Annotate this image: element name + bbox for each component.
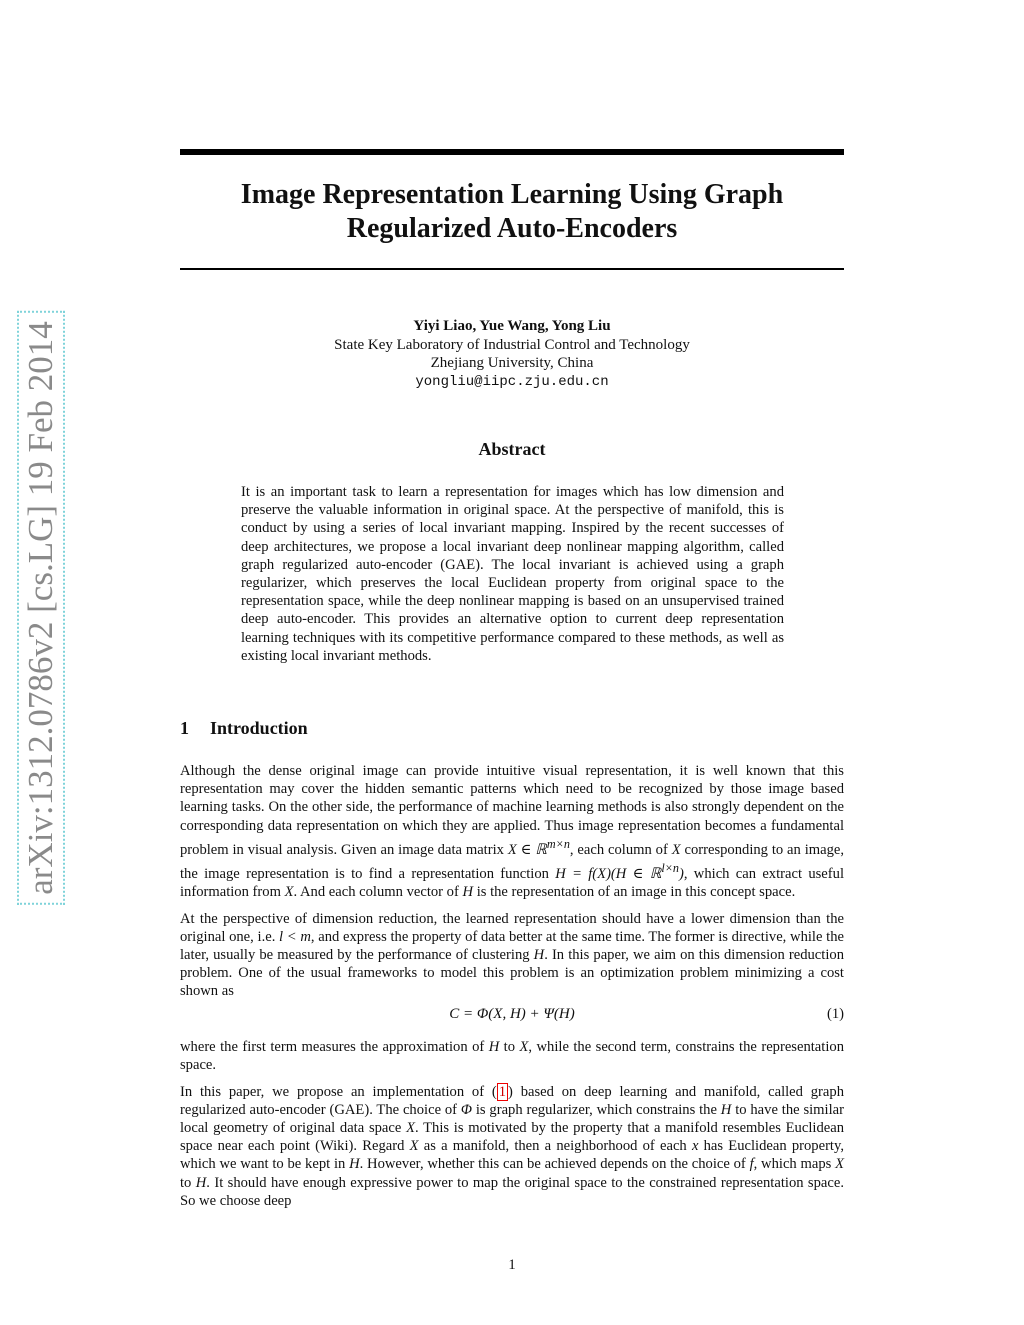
math-superscript: m×n — [546, 836, 570, 851]
title-line-2: Regularized Auto-Encoders — [346, 213, 678, 244]
text-run: to — [180, 1174, 196, 1191]
math-run: H — [195, 1174, 207, 1191]
text-run: . However, whether this can be achieved depends on the choice of — [359, 1156, 750, 1173]
math-run: H — [720, 1101, 732, 1118]
math-run: X — [284, 883, 294, 900]
math-run: H — [462, 883, 474, 900]
text-run: . In this paper, we aim on this dimension reduction problem. One of the usual frameworks to model this problem is an optimization problem minimizing a cost shown as — [180, 947, 844, 1000]
text-run: , each column of — [569, 841, 672, 858]
text-run: to — [499, 1038, 520, 1055]
text-run: , which maps — [753, 1156, 836, 1173]
math-run: X — [519, 1038, 529, 1055]
section-heading-introduction — [180, 718, 308, 739]
intro-paragraph-4 — [180, 1083, 844, 1210]
text-run: , which can extract useful information from — [180, 865, 844, 900]
text-run: where the first term measures the approximation of — [180, 1038, 489, 1055]
affiliation-line-1: State Key Laboratory of Industrial Control and Technology — [334, 336, 690, 353]
text-run: . It should have enough expressive power to map the original space to the constrained representation space. So we choose deep — [180, 1174, 844, 1209]
section-title: Introduction — [210, 718, 308, 738]
text-run: as a manifold, then a neighborhood of each — [418, 1138, 692, 1155]
intro-paragraph-3 — [180, 1038, 844, 1074]
text-run: is graph regularizer, which constrains the — [472, 1101, 721, 1118]
math-run: l < m — [279, 928, 311, 945]
text-run: . This is motivated by the property that a manifold resembles Euclidean space near each point (Wiki). Regard — [180, 1119, 844, 1155]
math-run: X — [671, 841, 681, 858]
title-rule-bottom — [180, 268, 844, 270]
abstract-heading: Abstract — [478, 439, 546, 459]
text-run: At the perspective of dimension reduction, the learned representation should have a lower dimension than the original one, i.e. — [180, 910, 844, 945]
text-run: has Euclidean property, which we want to be kept in — [180, 1138, 844, 1173]
text-run: , while the second term, constrains the representation space. — [180, 1038, 844, 1073]
math-run: ) — [678, 865, 684, 882]
text-run: Although the dense original image can provide intuitive visual representation, it is well known that this representation may cover the hidden semantic patterns which need to be recognized by those image based learning tasks. On the other side, the performance of machine learning methods is also strongly dependent on the corresponding data representation on which they are applied. Thus image representation becomes a fundamental problem in visual analysis. Given an image data matrix — [180, 763, 844, 858]
arxiv-stamp: arXiv:1312.0786v2 [cs.LG] 19 Feb 2014 — [17, 311, 65, 905]
title-rule-top — [180, 149, 844, 155]
text-run: , and express the property of data better at the same time. The former is directive, while the later, usually be measured by the performance of clustering — [180, 928, 844, 964]
math-run: H = f(X)(H ∈ ℝ — [555, 865, 662, 882]
intro-paragraph-1 — [180, 762, 844, 901]
equation-number: (1) — [826, 1005, 844, 1022]
math-run: X — [835, 1156, 844, 1173]
math-run: Φ — [460, 1101, 472, 1118]
affiliation-line-2: Zhejiang University, China — [430, 355, 594, 371]
math-run: X — [409, 1138, 419, 1155]
equation-1 — [180, 1005, 844, 1030]
text-run: . And each column vector of — [293, 883, 463, 900]
introduction-body — [180, 762, 844, 1218]
title-line-1: Image Representation Learning Using Graph — [240, 179, 784, 210]
equation-reference-link[interactable]: 1 — [498, 1083, 507, 1100]
math-superscript: l×n — [661, 860, 679, 875]
text-run: corresponding to an image, the image representation is to find a representation function — [180, 841, 844, 882]
math-run: H — [488, 1038, 500, 1055]
math-run: H — [349, 1156, 360, 1173]
equation-expression: C = Φ(X, H) + Ψ(H) — [449, 1005, 575, 1022]
text-run: In this paper, we propose an implementation of ( — [180, 1083, 497, 1100]
paper-title — [180, 178, 844, 246]
math-run: x — [691, 1138, 699, 1155]
text-run: ) based on deep learning and manifold, called graph regularized auto-encoder (GAE). The choice of — [180, 1083, 844, 1118]
text-run: to have the similar local geometry of original data space — [180, 1101, 844, 1136]
math-run: X ∈ ℝ — [507, 841, 547, 858]
author-block — [180, 317, 844, 391]
page-number: 1 — [508, 1257, 516, 1273]
math-run: f — [749, 1156, 754, 1173]
math-run: X — [406, 1119, 415, 1136]
author-names: Yiyi Liao, Yue Wang, Yong Liu — [413, 318, 611, 334]
text-run: is the representation of an image in this concept space. — [473, 883, 796, 900]
abstract-text: It is an important task to learn a representation for images which has low dimension and preserve the valuable information in original space. At the perspective of manifold, this is conduct by using a series of local invariant mapping. Inspired by the recent successes of deep architectures, we propose a local invariant deep nonlinear mapping algorithm, called graph regularized auto-encoder (GAE). The local invariant is achieved using a graph regularizer, which preserves the local Euclidean property from original space to the representation space, while the deep nonlinear mapping is based on an unsupervised trained deep auto-encoder. This provides an alternative option to current deep representation learning techniques with its competitive performance compared to these methods, as well as existing local invariant methods. — [241, 484, 784, 664]
math-run: H — [533, 947, 545, 964]
intro-paragraph-2 — [180, 910, 844, 1001]
author-email[interactable]: yongliu@iipc.zju.edu.cn — [415, 373, 609, 390]
section-number: 1 — [180, 718, 189, 738]
